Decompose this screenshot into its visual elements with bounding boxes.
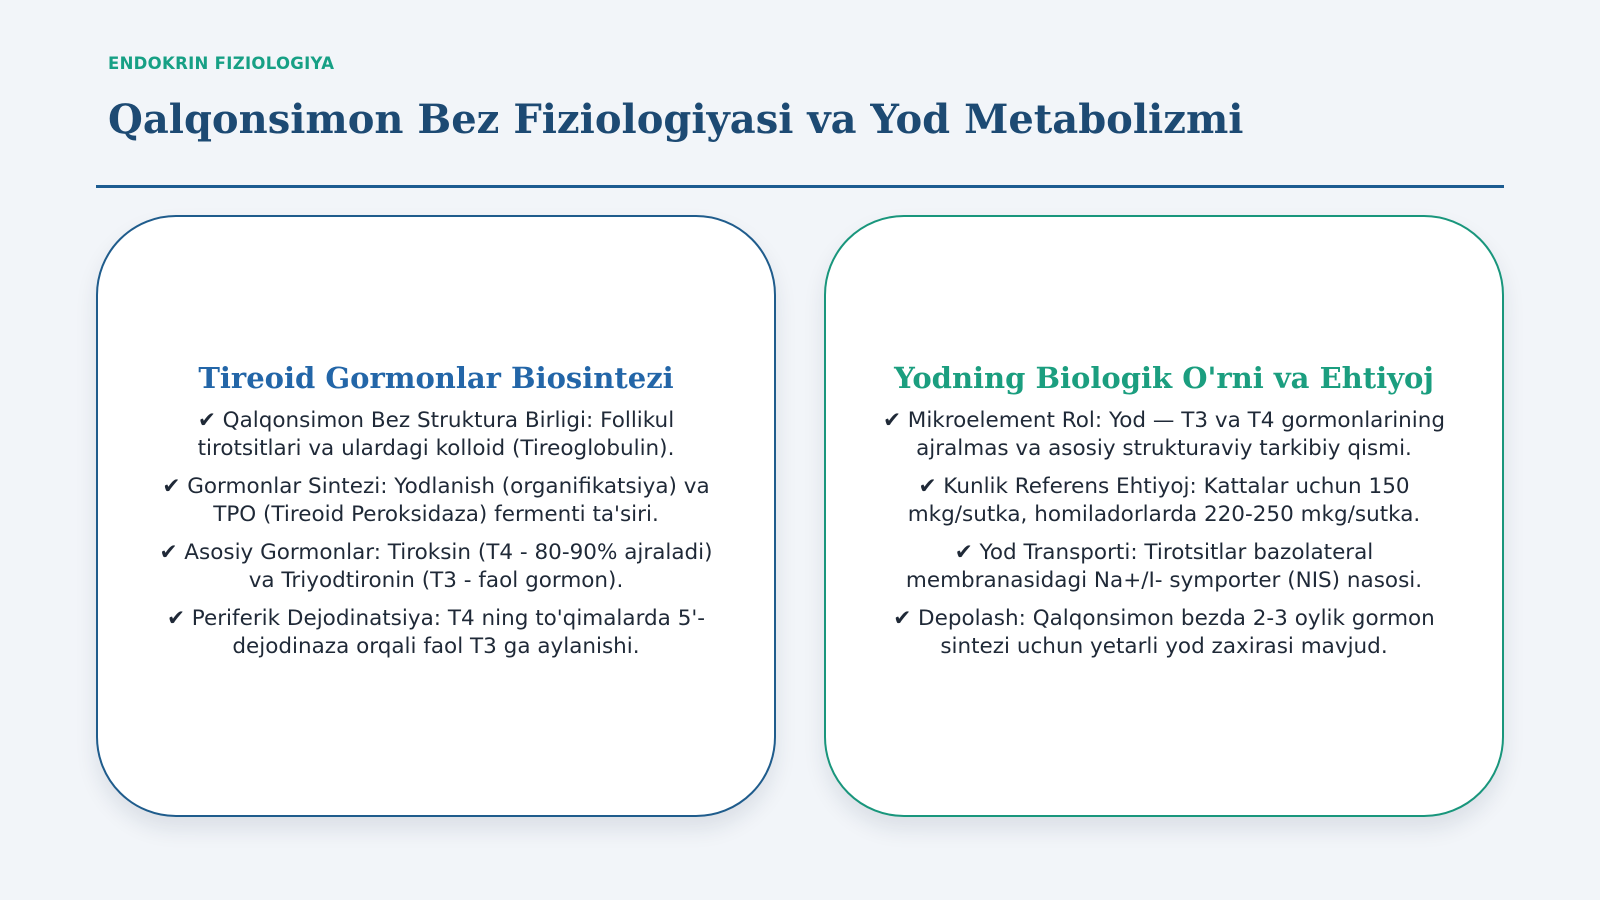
card-title: Tireoid Gormonlar Biosintezi <box>198 361 674 395</box>
list-item: ✔ Qalqonsimon Bez Struktura Birligi: Follikul tirotsitlari va ulardagi kolloid (Tireoglobulin). <box>197 408 675 461</box>
card-iodine-role <box>824 215 1504 817</box>
list-item: ✔ Kunlik Referens Ehtiyoj: Kattalar uchun 150 mkg/sutka, homiladorlarda 220-250 mkg/sutka. <box>907 474 1421 527</box>
card-title: Yodning Biologik O'rni va Ehtiyoj <box>894 361 1434 395</box>
list-item: ✔ Periferik Dejodinatsiya: T4 ning to'qimalarda 5'-dejodinaza orqali faol T3 ga aylanishi. <box>166 606 706 659</box>
bullet-list <box>148 407 724 671</box>
page-title: Qalqonsimon Bez Fiziologiyasi va Yod Metabolizmi <box>108 96 1244 143</box>
list-item: ✔ Yod Transporti: Tirotsitlar bazolateral membranasidagi Na+/I- symporter (NIS) nasosi. <box>905 540 1423 593</box>
list-item: ✔ Asosiy Gormonlar: Tiroksin (T4 - 80-90% ajraladi) va Triyodtironin (T3 - faol gormon). <box>159 540 713 593</box>
title-divider <box>96 185 1504 188</box>
list-item: ✔ Depolash: Qalqonsimon bezda 2-3 oylik gormon sintezi uchun yetarli yod zaxirasi mavjud. <box>893 606 1435 659</box>
list-item: ✔ Gormonlar Sintezi: Yodlanish (organifikatsiya) va TPO (Tireoid Peroksidaza) fermenti ta'siri. <box>162 474 710 527</box>
list-item: ✔ Mikroelement Rol: Yod — T3 va T4 gormonlarining ajralmas va asosiy strukturaviy tarkibiy qismi. <box>882 408 1446 461</box>
bullet-list <box>876 407 1452 671</box>
section-kicker: ENDOKRIN FIZIOLOGIYA <box>108 54 335 73</box>
card-hormone-biosynthesis <box>96 215 776 817</box>
